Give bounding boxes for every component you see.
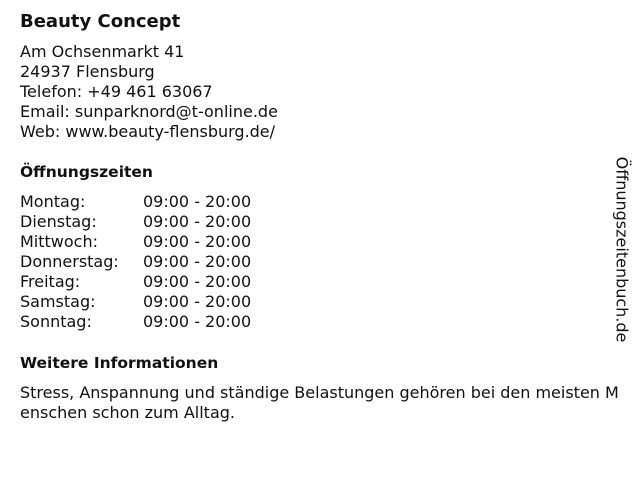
time-range: 09:00 - 20:00 xyxy=(143,252,252,271)
phone-line: Telefon: +49 461 63067 xyxy=(20,82,213,101)
opening-hours-heading: Öffnungszeiten xyxy=(20,163,153,181)
hours-row-saturday xyxy=(20,292,620,312)
time-range: 09:00 - 20:00 xyxy=(143,312,252,331)
time-range: 09:00 - 20:00 xyxy=(143,212,252,231)
hours-row-thursday xyxy=(20,252,620,272)
more-info-text: Stress, Anspannung und ständige Belastungen gehören bei den meisten Menschen schon zum Alltag. xyxy=(20,383,619,422)
hours-row-wednesday xyxy=(20,232,620,252)
business-card xyxy=(20,11,620,423)
time-range: 09:00 - 20:00 xyxy=(143,192,252,211)
business-name: Beauty Concept xyxy=(20,11,181,32)
opening-hours-table xyxy=(20,192,620,332)
hours-row-sunday xyxy=(20,312,620,332)
day-label: Montag: xyxy=(20,192,86,211)
web-line: Web: www.beauty-flensburg.de/ xyxy=(20,122,276,141)
time-range: 09:00 - 20:00 xyxy=(143,272,252,291)
watermark-text: Öffnungszeitenbuch.de xyxy=(612,156,632,342)
contact-block xyxy=(20,42,620,142)
day-label: Sonntag: xyxy=(20,312,92,331)
site-watermark xyxy=(612,134,632,364)
email-line: Email: sunparknord@t-online.de xyxy=(20,102,278,121)
street-address: Am Ochsenmarkt 41 xyxy=(20,42,185,61)
more-info-heading: Weitere Informationen xyxy=(20,354,219,372)
city-address: 24937 Flensburg xyxy=(20,62,155,81)
hours-row-tuesday xyxy=(20,212,620,232)
day-label: Mittwoch: xyxy=(20,232,98,251)
day-label: Samstag: xyxy=(20,292,96,311)
hours-row-friday xyxy=(20,272,620,292)
day-label: Dienstag: xyxy=(20,212,97,231)
time-range: 09:00 - 20:00 xyxy=(143,292,252,311)
hours-row-monday xyxy=(20,192,620,212)
day-label: Donnerstag: xyxy=(20,252,119,271)
day-label: Freitag: xyxy=(20,272,81,291)
time-range: 09:00 - 20:00 xyxy=(143,232,252,251)
